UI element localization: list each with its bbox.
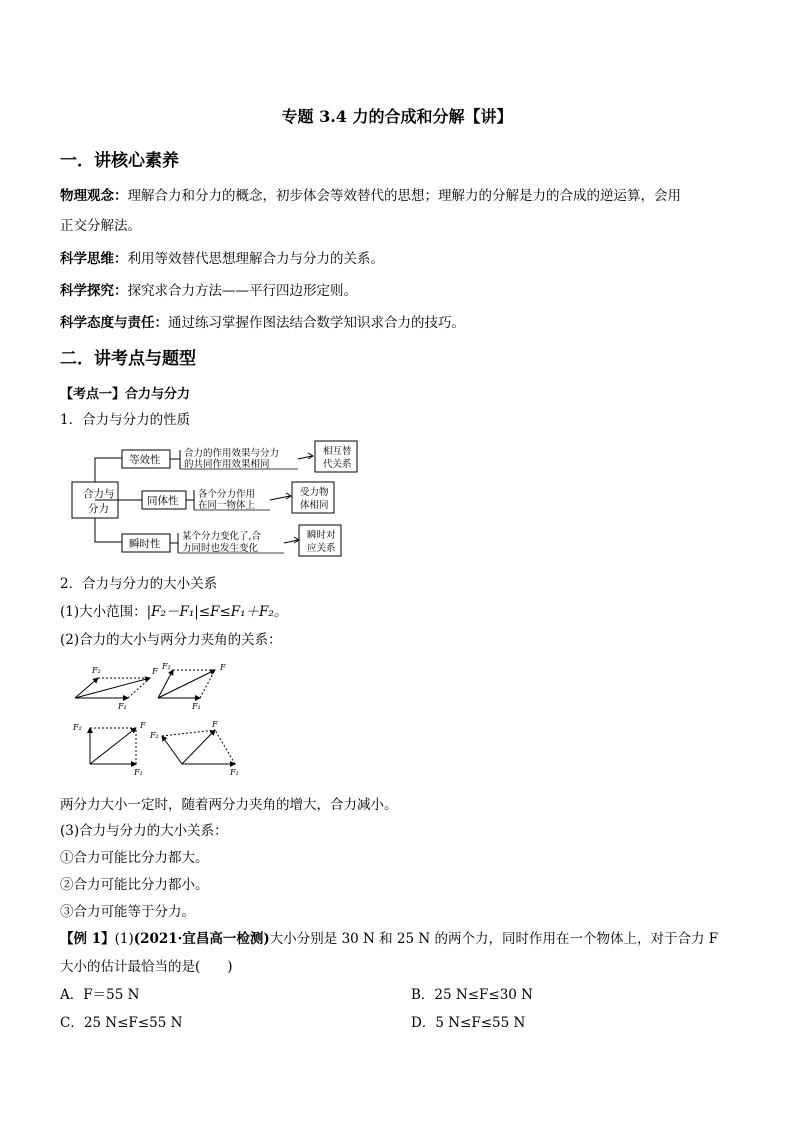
root-label-2: 分力 bbox=[88, 503, 109, 515]
example-source: (2021·宜昌高一检测) bbox=[133, 931, 270, 947]
label-f2: F₂ bbox=[162, 662, 171, 671]
range-formula: |F₂－F₁|≤F≤F₁＋F₂。 bbox=[146, 604, 288, 620]
item-label: 科学思维： bbox=[60, 251, 128, 267]
option-d[interactable]: D．5 N≤F≤55 N bbox=[411, 1015, 526, 1031]
desc-1a: 合力的作用效果与分力 bbox=[184, 448, 280, 459]
vector-diagrams bbox=[70, 658, 250, 778]
example-label: 【例 1】 bbox=[60, 931, 115, 947]
result-2a: 受力物 bbox=[300, 487, 329, 498]
desc-2b: 在同一物体上 bbox=[198, 500, 256, 511]
point-1: ①合力可能比分力都大。 bbox=[60, 850, 209, 866]
result-3a: 瞬时对 bbox=[307, 530, 336, 541]
item-text: 探究求合力方法——平行四边形定则。 bbox=[127, 283, 357, 299]
point-2: ②合力可能比分力都小。 bbox=[60, 877, 209, 893]
label-f2: F₂ bbox=[73, 723, 82, 732]
option-a[interactable]: A．F＝55 N bbox=[60, 987, 140, 1003]
properties-diagram bbox=[70, 436, 370, 562]
item-text: 理解合力和分力的概念，初步体会等效替代的思想；理解力的分解是力的合成的逆运算，会用 bbox=[127, 188, 681, 204]
item-text: 利用等效替代思想理解合力与分力的关系。 bbox=[127, 251, 384, 267]
label-f1: F₁ bbox=[118, 702, 127, 711]
root-label-1: 合力与 bbox=[83, 488, 115, 500]
subsection-1: 1．合力与分力的性质 bbox=[60, 412, 191, 428]
item-label: 科学态度与责任： bbox=[60, 315, 168, 331]
label-f1: F₁ bbox=[134, 768, 143, 777]
label-f: F bbox=[140, 721, 146, 730]
label-f: F bbox=[152, 667, 158, 676]
result-3b: 应关系 bbox=[307, 543, 336, 554]
result-2b: 体相同 bbox=[300, 500, 329, 511]
name-instantaneity: 瞬时性 bbox=[129, 538, 161, 550]
section1-heading: 一．讲核心素养 bbox=[60, 151, 179, 171]
subsection-3: (3)合力与分力的大小关系： bbox=[60, 823, 228, 839]
literacy-attitude bbox=[60, 311, 465, 331]
page-title: 专题 3.4 力的合成和分解【讲】 bbox=[281, 107, 513, 126]
option-c[interactable]: C．25 N≤F≤55 N bbox=[60, 1015, 183, 1031]
example-1-line2: 大小的估计最恰当的是( ) bbox=[60, 959, 233, 975]
desc-3b: 力同时也发生变化 bbox=[182, 543, 259, 554]
example-text: 大小分别是 30 N 和 25 N 的两个力，同时作用在一个物体上，对于合力 F bbox=[269, 931, 719, 947]
angle-conclusion: 两分力大小一定时，随着两分力夹角的增大，合力减小。 bbox=[60, 797, 398, 813]
range-prefix: (1)大小范围： bbox=[60, 604, 147, 620]
literacy-scientific-inquiry bbox=[60, 279, 357, 299]
result-1a: 相互替 bbox=[323, 446, 352, 457]
label-f: F bbox=[212, 720, 218, 729]
kaodian-heading: 【考点一】合力与分力 bbox=[60, 387, 191, 402]
point-3: ③合力可能等于分力。 bbox=[60, 904, 195, 920]
range-line bbox=[60, 600, 287, 620]
label-f1: F₁ bbox=[230, 768, 239, 777]
option-b[interactable]: B．25 N≤F≤30 N bbox=[411, 987, 533, 1003]
item-text: 通过练习掌握作图法结合数学知识求合力的技巧。 bbox=[168, 315, 465, 331]
angle-relation: (2)合力的大小与两分力夹角的关系： bbox=[60, 632, 282, 648]
name-same-body: 同体性 bbox=[147, 495, 179, 507]
desc-2a: 各个分力作用 bbox=[198, 489, 256, 500]
section2-heading: 二．讲考点与题型 bbox=[60, 349, 196, 369]
example-1-line1 bbox=[60, 927, 718, 947]
name-equivalence: 等效性 bbox=[129, 454, 161, 466]
label-f1: F₁ bbox=[192, 702, 201, 711]
label-f2: F₂ bbox=[92, 666, 101, 675]
item-label: 物理观念： bbox=[60, 188, 128, 204]
desc-3a: 某个分力变化了,合 bbox=[182, 531, 262, 542]
subsection-2: 2．合力与分力的大小关系 bbox=[60, 576, 218, 592]
example-number: (1) bbox=[114, 931, 134, 947]
result-1b: 代关系 bbox=[323, 459, 352, 470]
literacy-physics-concept bbox=[60, 184, 681, 204]
literacy-physics-concept-cont: 正交分解法。 bbox=[60, 218, 141, 234]
item-label: 科学探究： bbox=[60, 283, 128, 299]
label-f: F bbox=[220, 663, 226, 672]
literacy-scientific-thinking bbox=[60, 247, 384, 267]
label-f2: F₂ bbox=[150, 731, 159, 740]
desc-1b: 的共同作用效果相同 bbox=[184, 459, 270, 470]
